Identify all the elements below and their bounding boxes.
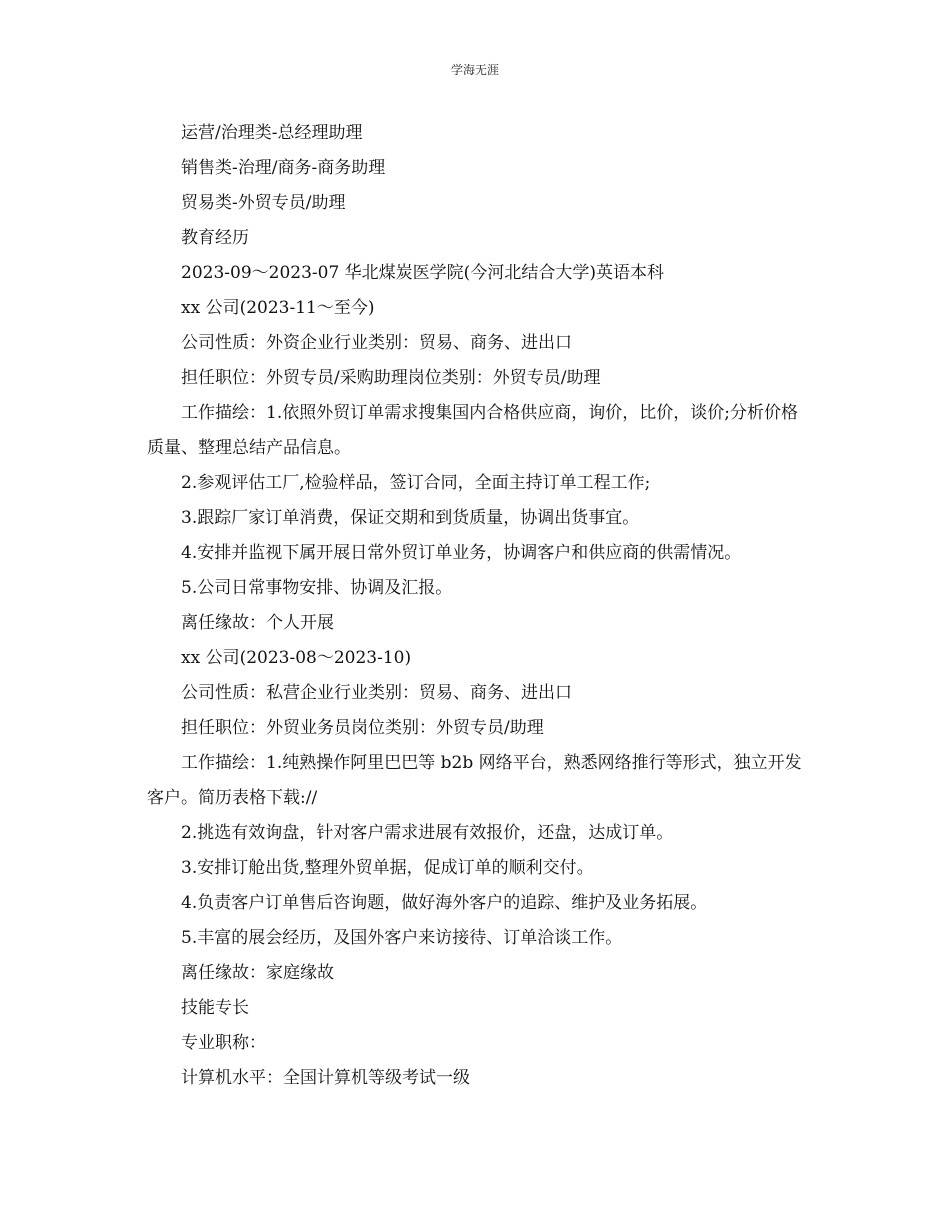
page-header: 学海无涯 [450, 63, 499, 77]
section-heading: 教育经历 [181, 228, 249, 248]
paragraph: 运营/治理类-总经理助理 [181, 123, 363, 143]
paragraph: 4.负责客户订单售后咨询题，做好海外客户的追踪、维护及业务拓展。 [181, 893, 708, 913]
paragraph: 5.丰富的展会经历，及国外客户来访接待、订单洽谈工作。 [181, 928, 623, 948]
paragraph: 3.跟踪厂家订单消费，保证交期和到货质量，协调出货事宜。 [181, 508, 640, 528]
paragraph: 4.安排并监视下属开展日常外贸订单业务，协调客户和供应商的供需情况。 [181, 543, 742, 563]
paragraph: 工作描绘：1.纯熟操作阿里巴巴等 b2b 网络平台，熟悉网络推行等形式，独立开发客户。简历表格下载:// [147, 753, 802, 808]
paragraph: 专业职称： [181, 1033, 266, 1053]
section-heading: 技能专长 [181, 998, 249, 1018]
company-heading: xx 公司(2023-11～至今) [181, 298, 375, 318]
paragraph: 担任职位：外贸业务员岗位类别：外贸专员/助理 [181, 718, 544, 738]
document-body [147, 116, 812, 1096]
paragraph: 贸易类-外贸专员/助理 [181, 193, 346, 213]
paragraph: 销售类-治理/商务-商务助理 [181, 158, 386, 178]
paragraph: 离任缘故：家庭缘故 [181, 963, 334, 983]
paragraph: 5.公司日常事物安排、协调及汇报。 [181, 578, 453, 598]
paragraph: 公司性质：私营企业行业类别：贸易、商务、进出口 [181, 683, 572, 703]
paragraph: 2023-09～2023-07 华北煤炭医学院(今河北结合大学)英语本科 [181, 263, 664, 283]
company-heading: xx 公司(2023-08～2023-10) [181, 648, 412, 668]
paragraph: 计算机水平：全国计算机等级考试一级 [181, 1068, 470, 1088]
paragraph: 离任缘故：个人开展 [181, 613, 334, 633]
paragraph: 公司性质：外资企业行业类别：贸易、商务、进出口 [181, 333, 572, 353]
paragraph: 2.参观评估工厂,检验样品，签订合同，全面主持订单工程工作; [181, 473, 651, 493]
paragraph: 工作描绘：1.依照外贸订单需求搜集国内合格供应商，询价，比价，谈价;分析价格质量、整理总结产品信息。 [147, 403, 798, 458]
paragraph: 2.挑选有效询盘，针对客户需求进展有效报价，还盘，达成订单。 [181, 823, 674, 843]
paragraph: 担任职位：外贸专员/采购助理岗位类别：外贸专员/助理 [181, 368, 601, 388]
paragraph: 3.安排订舱出货,整理外贸单据，促成订单的顺利交付。 [181, 858, 594, 878]
